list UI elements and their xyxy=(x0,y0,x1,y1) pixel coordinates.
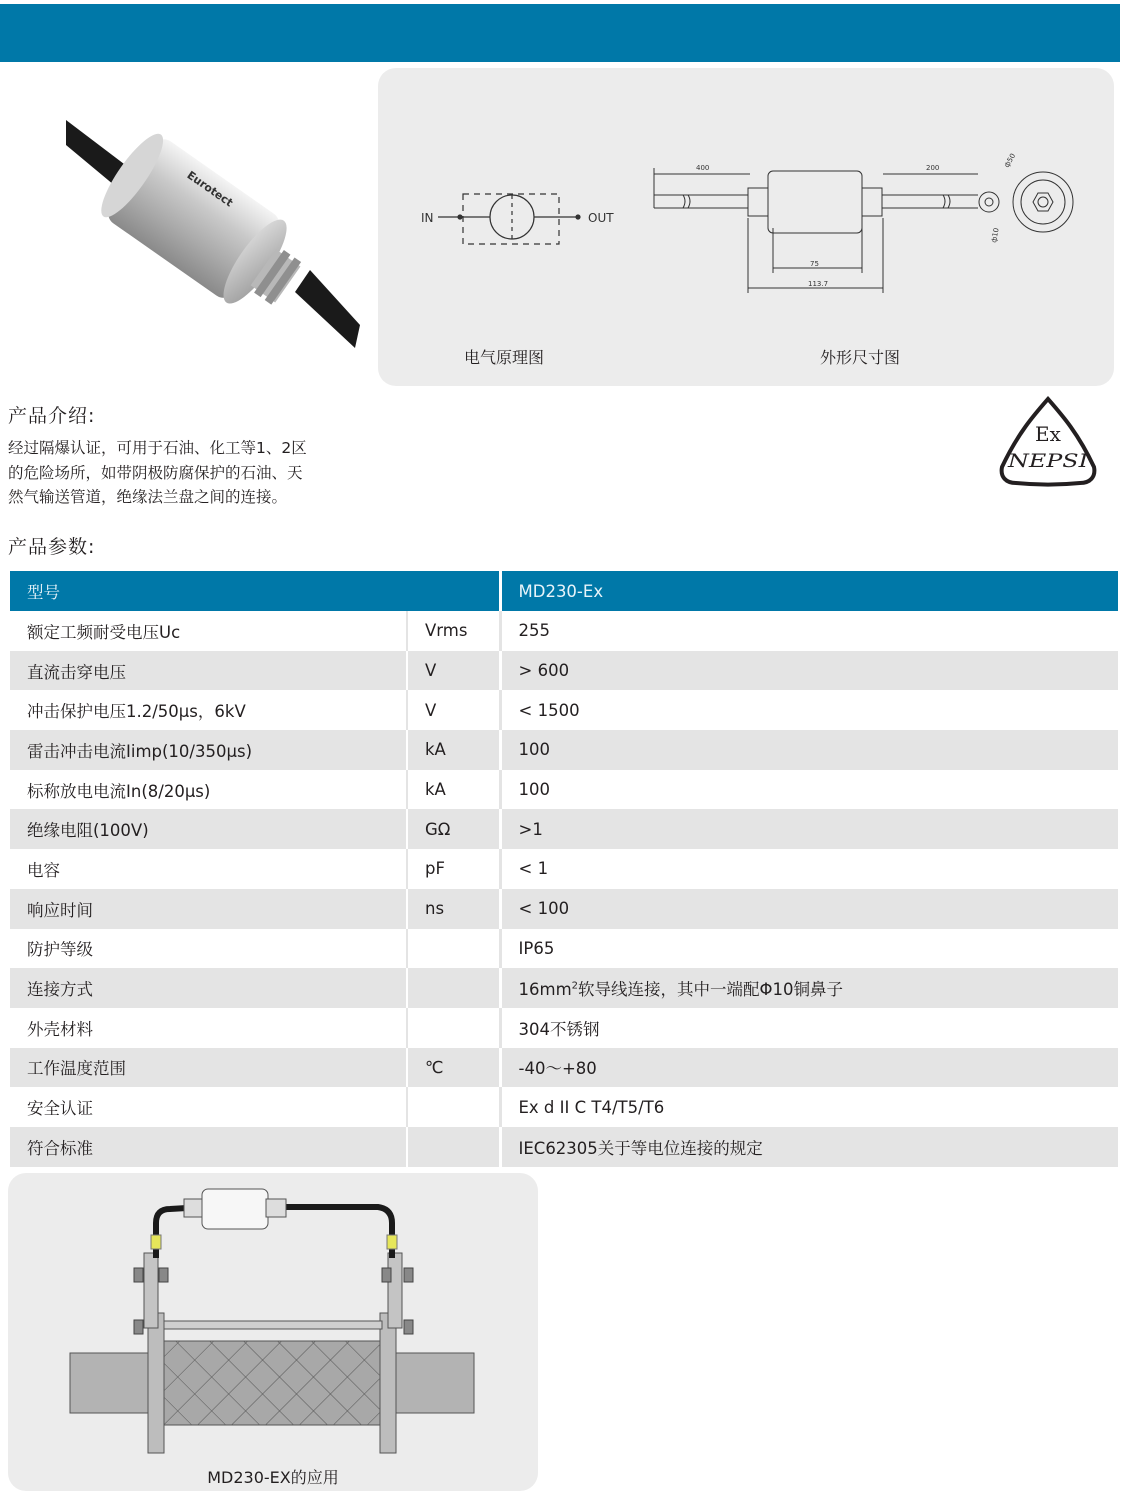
param-name: 响应时间 xyxy=(10,889,407,929)
param-name: 冲击保护电压1.2/50μs，6kV xyxy=(10,690,407,730)
dim-400: 400 xyxy=(696,164,710,172)
spec-header-row xyxy=(10,571,1118,611)
param-name: 额定工频耐受电压Uc xyxy=(10,611,407,651)
param-unit xyxy=(407,1008,500,1048)
param-unit: V xyxy=(407,690,500,730)
param-unit xyxy=(407,968,500,1008)
param-value: IEC62305关于等电位连接的规定 xyxy=(500,1127,1118,1167)
param-name: 工作温度范围 xyxy=(10,1048,407,1088)
table-row xyxy=(10,929,1118,969)
application-illustration xyxy=(8,1173,538,1463)
table-row xyxy=(10,611,1118,651)
param-value: 100 xyxy=(500,770,1118,810)
ex-nepsi-logo xyxy=(998,395,1098,490)
param-value: > 600 xyxy=(500,651,1118,691)
param-unit: kA xyxy=(407,770,500,810)
circuit-caption: 电气原理图 xyxy=(464,348,545,367)
model-label: 型号 xyxy=(10,571,500,611)
dim-d50: ф50 xyxy=(1002,152,1018,169)
table-row xyxy=(10,889,1118,929)
cert-nepsi-text: NEPSI xyxy=(1006,450,1089,472)
table-row xyxy=(10,849,1118,889)
application-panel xyxy=(8,1173,538,1491)
application-caption: MD230-EX的应用 xyxy=(207,1468,339,1487)
intro-line: 然气输送管道，绝缘法兰盘之间的连接。 xyxy=(8,488,288,506)
param-value xyxy=(500,968,1118,1008)
param-unit xyxy=(407,1127,500,1167)
connection-desc: 软导线连接，其中一端配Φ10铜鼻子 xyxy=(578,980,844,1000)
table-row xyxy=(10,809,1118,849)
circuit-and-dimension-drawing xyxy=(378,68,1114,386)
param-unit xyxy=(407,1087,500,1127)
param-value: >1 xyxy=(500,809,1118,849)
product-photo xyxy=(60,110,365,355)
dimension-caption: 外形尺寸图 xyxy=(820,348,901,367)
param-name: 绝缘电阻(100V) xyxy=(10,809,407,849)
dim-d10: ф10 xyxy=(990,227,1001,244)
param-value: 255 xyxy=(500,611,1118,651)
param-unit: V xyxy=(407,651,500,691)
header-bar xyxy=(0,4,1120,62)
param-name: 防护等级 xyxy=(10,929,407,969)
intro-text xyxy=(8,436,348,510)
intro-line: 的危险场所，如带阴极防腐保护的石油、天 xyxy=(8,463,303,482)
param-value: 100 xyxy=(500,730,1118,770)
param-unit: GΩ xyxy=(407,809,500,849)
param-name: 连接方式 xyxy=(10,968,407,1008)
table-row xyxy=(10,690,1118,730)
table-row xyxy=(10,1048,1118,1088)
param-unit: ns xyxy=(407,889,500,929)
param-name: 符合标准 xyxy=(10,1127,407,1167)
dim-75: 75 xyxy=(810,260,819,268)
param-name: 电容 xyxy=(10,849,407,889)
model-value: MD230-Ex xyxy=(500,571,1118,611)
param-name: 标称放电电流In(8/20μs) xyxy=(10,770,407,810)
dimension-drawing xyxy=(654,168,1073,293)
param-unit: Vrms xyxy=(407,611,500,651)
params-heading: 产品参数: xyxy=(8,536,96,558)
param-unit: pF xyxy=(407,849,500,889)
param-name: 雷击冲击电流Iimp(10/350μs) xyxy=(10,730,407,770)
cert-ex-text: Ex xyxy=(1035,422,1061,446)
param-value: 304不锈钢 xyxy=(500,1008,1118,1048)
param-unit xyxy=(407,929,500,969)
param-value: < 1 xyxy=(500,849,1118,889)
dim-200: 200 xyxy=(926,164,940,172)
param-unit: kA xyxy=(407,730,500,770)
table-row xyxy=(10,968,1118,1008)
param-name: 安全认证 xyxy=(10,1087,407,1127)
table-row xyxy=(10,1087,1118,1127)
param-name: 外壳材料 xyxy=(10,1008,407,1048)
brand-mark: Eurotect xyxy=(184,168,236,210)
connection-size-sup: 2 xyxy=(571,980,579,992)
intro-heading: 产品介绍: xyxy=(8,405,96,427)
param-name: 直流击穿电压 xyxy=(10,651,407,691)
spec-table xyxy=(10,571,1118,1167)
circuit-diagram xyxy=(421,194,614,244)
param-value: IP65 xyxy=(500,929,1118,969)
table-row xyxy=(10,770,1118,810)
param-unit: ℃ xyxy=(407,1048,500,1088)
circuit-in-label: IN xyxy=(421,211,434,225)
diagram-panel xyxy=(378,68,1114,386)
connection-size: 16mm xyxy=(518,980,572,1000)
table-row xyxy=(10,1008,1118,1048)
table-row xyxy=(10,730,1118,770)
param-value: < 1500 xyxy=(500,690,1118,730)
table-row xyxy=(10,651,1118,691)
dim-113-7: 113.7 xyxy=(808,280,829,288)
circuit-out-label: OUT xyxy=(588,211,614,225)
intro-line: 经过隔爆认证，可用于石油、化工等1、2区 xyxy=(8,439,307,457)
param-value: -40～+80 xyxy=(500,1048,1118,1088)
table-row xyxy=(10,1127,1118,1167)
param-value: Ex d II C T4/T5/T6 xyxy=(500,1087,1118,1127)
param-value: < 100 xyxy=(500,889,1118,929)
